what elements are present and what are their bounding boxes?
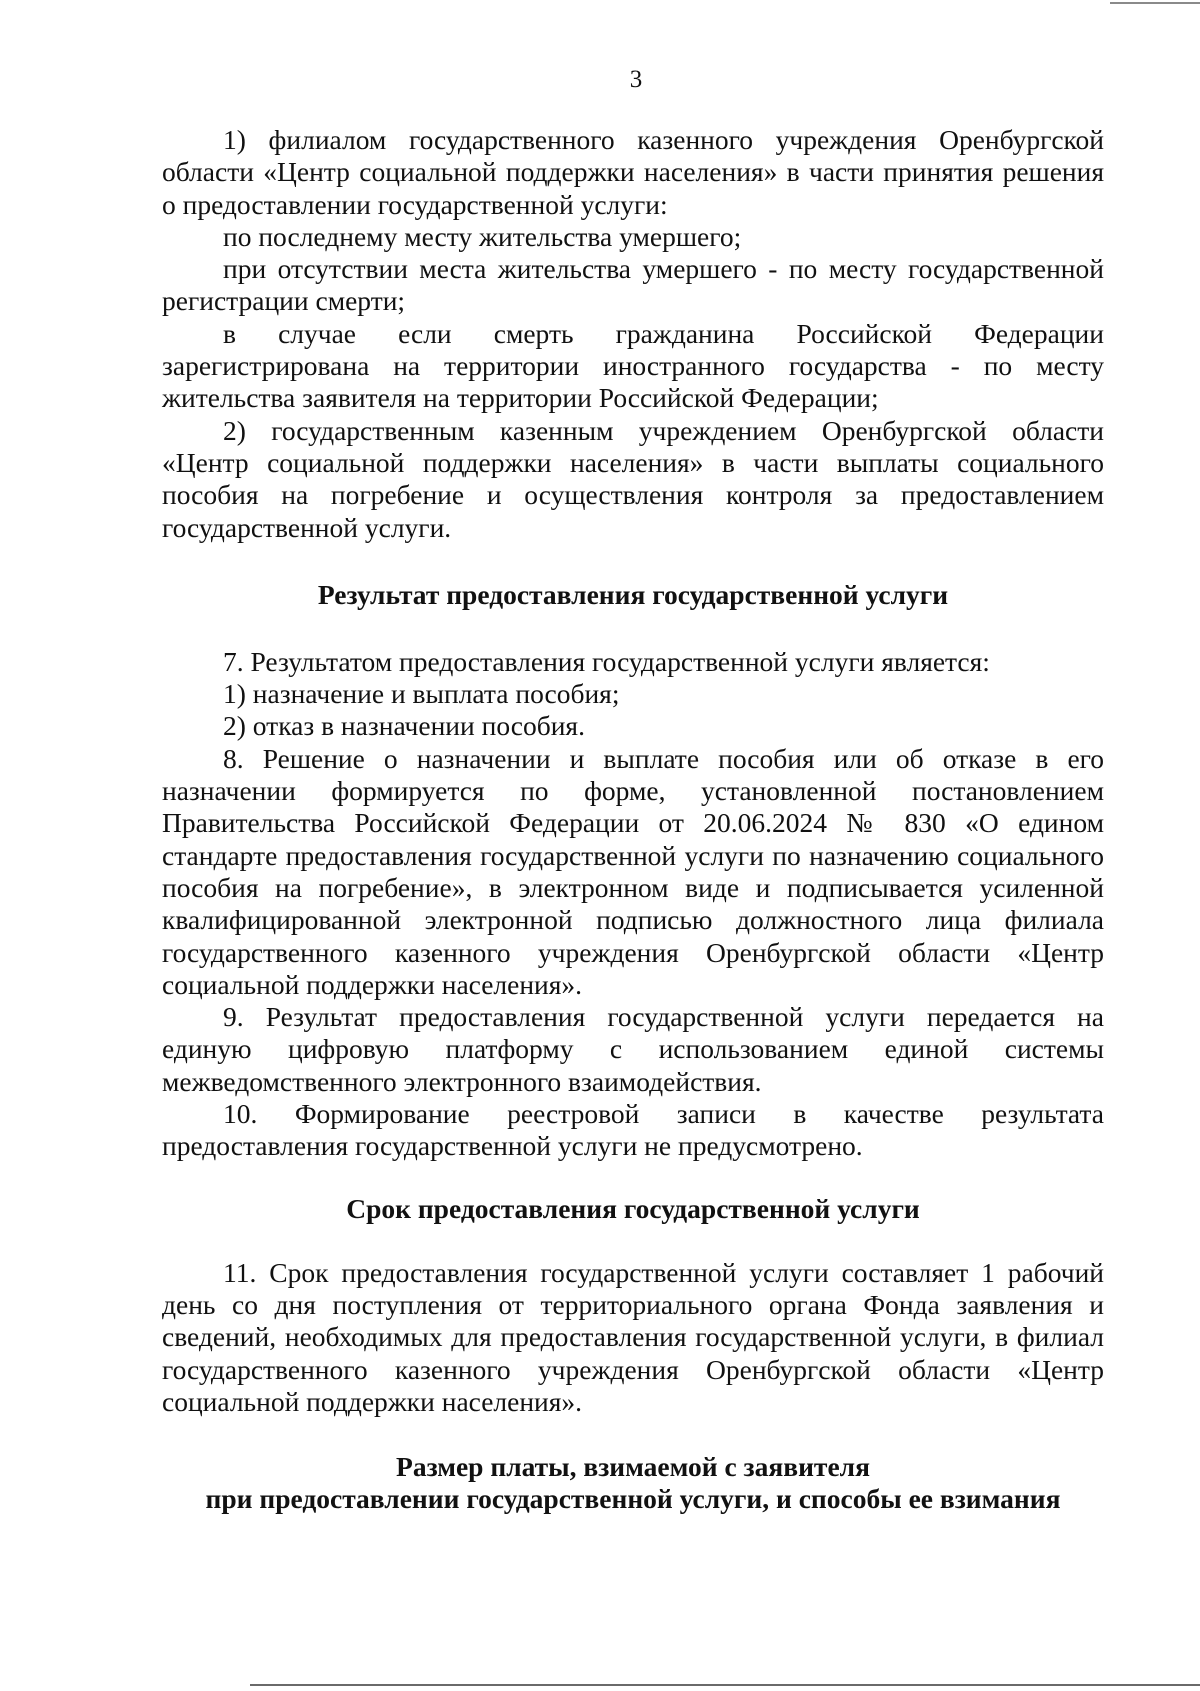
- heading-fee: [162, 1451, 1104, 1515]
- paragraph-branch-decision: 1) филиалом государственного казенного учреждения Оренбургской области «Центр социальной поддержки населения» в части принятия решения о предоставлении государственной услуги:: [162, 124, 1104, 220]
- paragraph-8: 8. Решение о назначении и выплате пособия или об отказе в его назначении формируется по форме, установленной постановлением Правительства Российской Федерации от 20.06.2024 № 830 «О едином стандарте предоставления государственной услуги по назначению социального пособия на погребение», в электронном виде и подписывается усиленной квалифицированной электронной подписью должностного лица филиала государственного казенного учреждения Оренбургской области «Центр социальной поддержки населения».: [162, 742, 1104, 1000]
- paragraph-10: 10. Формирование реестровой записи в качестве результата предоставления государственной услуги не предусмотрено.: [162, 1098, 1104, 1162]
- scan-edge-bottom: [250, 1684, 1200, 1686]
- page-number: 3: [629, 66, 643, 93]
- paragraph-foreign-death: в случае если смерть гражданина Российской Федерации зарегистрирована на территории иностранного государства - по месту жительства заявителя на территории Российской Федерации;: [162, 317, 1104, 414]
- paragraph-last-residence: по последнему месту жительства умершего;: [223, 220, 742, 252]
- paragraph-9: 9. Результат предоставления государственной услуги передается на единую цифровую платформу с использованием единой системы межведомственного электронного взаимодействия.: [162, 1001, 1104, 1097]
- heading-fee-line-2: при предоставлении государственной услуги, и способы ее взимания: [205, 1483, 1061, 1515]
- paragraph-7: 7. Результатом предоставления государственной услуги является:: [223, 645, 990, 677]
- document-body: [162, 124, 1104, 1515]
- heading-fee-line-1: Размер платы, взимаемой с заявителя: [396, 1451, 870, 1483]
- paragraph-11: 11. Срок предоставления государственной услуги составляет 1 рабочий день со дня поступления от территориального органа Фонда заявления и сведений, необходимых для предоставления государственной услуги, в филиал государственного казенного учреждения Оренбургской области «Центр социальной поддержки населения».: [162, 1256, 1104, 1417]
- paragraph-institution-payment: 2) государственным казенным учреждением Оренбургской области «Центр социальной поддержки населения» в части выплаты социального пособия на погребение и осуществления контроля за предоставлением государственной услуги.: [162, 414, 1104, 543]
- paragraph-7-item-2: 2) отказ в назначении пособия.: [223, 710, 585, 742]
- heading-service-term: Срок предоставления государственной услуги: [346, 1192, 920, 1224]
- heading-service-result: Результат предоставления государственной услуги: [317, 578, 949, 610]
- paragraph-no-residence: при отсутствии места жительства умершего - по месту государственной регистрации смерти;: [162, 253, 1104, 317]
- paragraph-7-item-1: 1) назначение и выплата пособия;: [223, 678, 620, 710]
- scan-edge-top: [1110, 2, 1200, 4]
